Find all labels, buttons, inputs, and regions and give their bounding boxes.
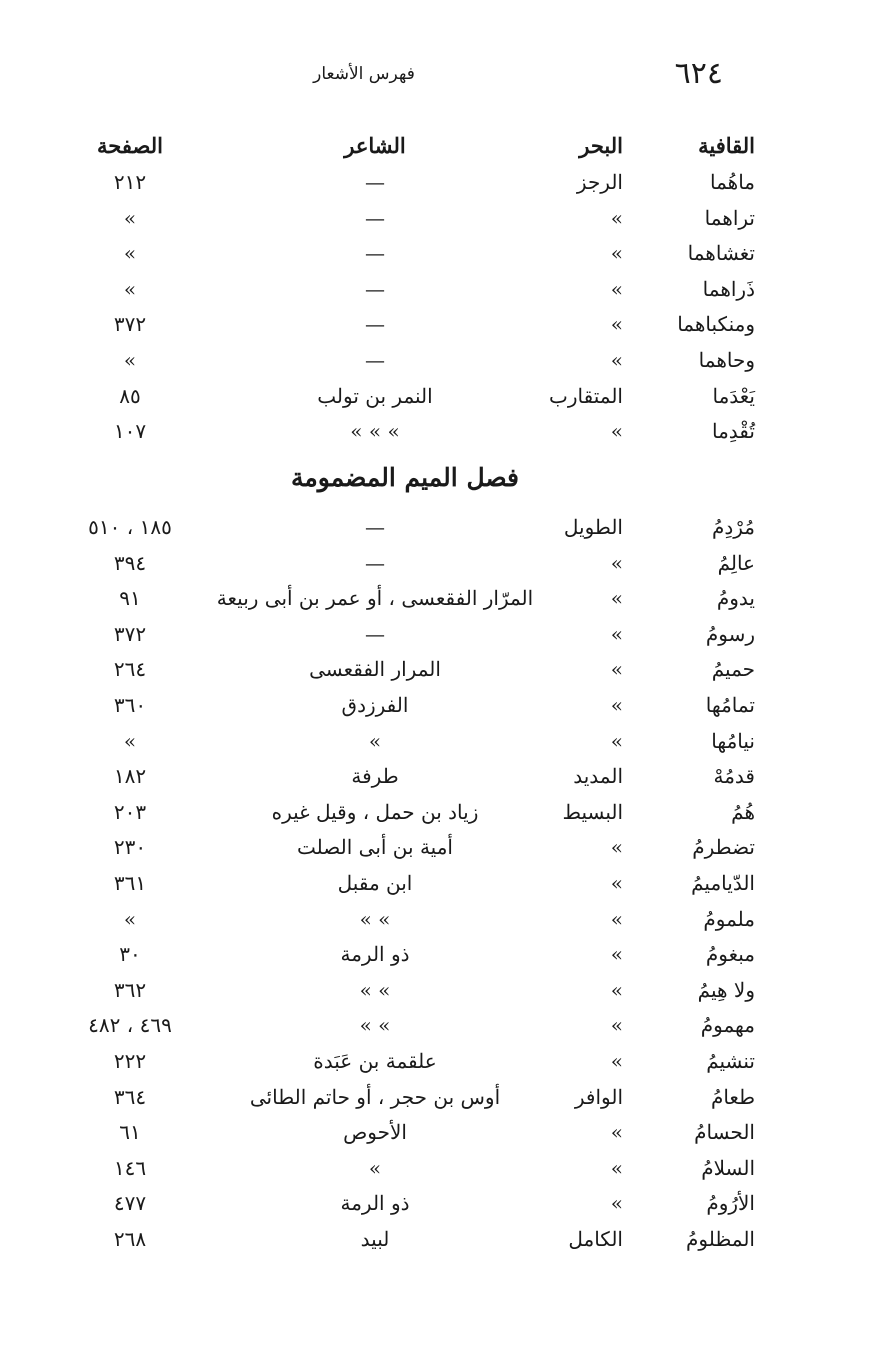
cell-page: ٣٠	[119, 942, 141, 967]
table-row	[0, 272, 873, 308]
header-row	[0, 128, 873, 164]
cell-page: ٩١	[119, 586, 141, 611]
cell-page: ٢٦٨	[113, 1226, 147, 1251]
cell-qafiya: رسومُ	[705, 621, 755, 646]
cell-bahr: »	[610, 977, 623, 1002]
cell-qafiya: ملمومُ	[703, 906, 755, 931]
cell-page: ٣٦٤	[113, 1084, 147, 1109]
cell-shaer: الأحوص	[343, 1120, 407, 1145]
cell-qafiya: نيامُها	[711, 728, 755, 753]
cell-page: »	[123, 906, 137, 931]
cell-page: ٣٧٢	[113, 621, 147, 646]
index-table-bottom	[0, 510, 873, 1257]
table-row	[0, 1115, 873, 1151]
cell-bahr: »	[610, 1155, 623, 1180]
cell-qafiya: تغشاهما	[687, 241, 755, 266]
running-head: فهرس الأشعار	[313, 64, 415, 84]
cell-bahr: »	[610, 657, 623, 682]
header-shaer: الشاعر	[344, 133, 406, 158]
table-row	[0, 581, 873, 617]
cell-page: ٢٦٤	[113, 657, 147, 682]
table-row	[0, 236, 873, 272]
cell-qafiya: وحاهما	[698, 347, 755, 372]
cell-bahr: »	[610, 942, 623, 967]
cell-page: ٨٥	[119, 383, 141, 408]
table-row	[0, 307, 873, 343]
header-page: الصفحة	[97, 133, 163, 158]
table-row	[0, 1222, 873, 1258]
cell-shaer: ذو الرمة	[340, 1191, 410, 1216]
cell-bahr: المديد	[573, 764, 623, 789]
cell-bahr: »	[610, 550, 623, 575]
cell-shaer: —	[365, 276, 385, 301]
cell-page: ٢١٢	[113, 170, 147, 194]
cell-shaer: أمية بن أبى الصلت	[297, 835, 453, 860]
cell-shaer: ذو الرمة	[340, 942, 410, 967]
page-number: ٦٢٤	[674, 56, 723, 91]
table-row	[0, 1186, 873, 1222]
table-row	[0, 1080, 873, 1116]
cell-page: ٣٦٢	[113, 977, 147, 1002]
cell-qafiya: تراهما	[704, 205, 755, 230]
cell-bahr: »	[610, 241, 623, 266]
cell-shaer: زياد بن حمل ، وقيل غيره	[271, 799, 479, 824]
table-row	[0, 688, 873, 724]
header-qafiya: القافية	[698, 133, 755, 158]
cell-page: »	[123, 276, 137, 301]
cell-shaer: »	[368, 728, 382, 753]
cell-qafiya: يَعْدَما	[712, 383, 755, 408]
cell-qafiya: السلامُ	[701, 1155, 755, 1180]
cell-page: »	[123, 347, 137, 372]
cell-bahr: »	[610, 312, 623, 337]
cell-bahr: الرجز	[576, 170, 623, 194]
cell-shaer: —	[365, 241, 385, 266]
cell-qafiya: مبغومُ	[705, 942, 755, 967]
cell-bahr: »	[610, 835, 623, 860]
cell-shaer: —	[365, 312, 385, 337]
column-headers	[0, 128, 873, 164]
table-row	[0, 1044, 873, 1080]
cell-shaer: النمر بن تولب	[317, 383, 433, 408]
cell-qafiya: مهمومُ	[700, 1013, 755, 1038]
cell-shaer: » » »	[350, 419, 400, 444]
cell-bahr: »	[610, 276, 623, 301]
cell-bahr: »	[610, 1013, 623, 1038]
cell-bahr: »	[610, 419, 623, 444]
cell-qafiya: مُرْدِمُ	[711, 515, 755, 539]
table-row	[0, 973, 873, 1009]
table-row	[0, 652, 873, 688]
cell-shaer: » »	[359, 1013, 391, 1038]
cell-qafiya: الدّياميمُ	[691, 870, 755, 895]
table-row	[0, 1151, 873, 1187]
cell-shaer: —	[365, 550, 385, 575]
cell-qafiya: تُقْدِما	[712, 419, 755, 444]
cell-shaer: » »	[359, 906, 391, 931]
cell-shaer: »	[368, 1155, 382, 1180]
cell-shaer: طرفة	[351, 764, 399, 789]
cell-page: ٤٧٧	[113, 1191, 147, 1216]
table-row	[0, 379, 873, 415]
cell-bahr: »	[610, 586, 623, 611]
cell-qafiya: يدومُ	[716, 586, 755, 611]
table-row	[0, 343, 873, 379]
table-row	[0, 1008, 873, 1044]
cell-page: ٢٢٢	[113, 1048, 147, 1073]
cell-page: ١٠٧	[113, 419, 147, 444]
cell-page: ٣٧٢	[113, 312, 147, 337]
cell-qafiya: عالِمُ	[717, 550, 755, 575]
cell-bahr: الكامل	[568, 1226, 623, 1251]
cell-bahr: »	[610, 1120, 623, 1145]
cell-shaer: ابن مقبل	[337, 870, 413, 895]
cell-bahr: الوافر	[574, 1084, 623, 1109]
cell-page: »	[123, 728, 137, 753]
cell-shaer: —	[365, 205, 385, 230]
cell-qafiya: حميمُ	[711, 657, 755, 682]
cell-bahr: الطويل	[563, 515, 623, 539]
index-table-top	[0, 165, 873, 450]
cell-qafiya: ومنكباهما	[677, 312, 755, 337]
cell-qafiya: تمامُها	[705, 692, 755, 717]
cell-qafiya: الحسامُ	[694, 1120, 755, 1145]
cell-shaer: —	[365, 621, 385, 646]
cell-shaer: المرار الفقعسى	[309, 657, 441, 682]
cell-shaer: —	[365, 347, 385, 372]
cell-shaer: —	[365, 170, 385, 194]
cell-page: »	[123, 205, 137, 230]
cell-bahr: »	[610, 1048, 623, 1073]
table-row	[0, 902, 873, 938]
table-row	[0, 830, 873, 866]
cell-page: ٣٦١	[113, 870, 147, 895]
cell-shaer: علقمة بن عَبَدة	[313, 1048, 437, 1073]
cell-qafiya: الأرُومُ	[706, 1191, 755, 1216]
cell-bahr: »	[610, 692, 623, 717]
cell-bahr: »	[610, 205, 623, 230]
cell-page: ٣٦٠	[113, 692, 147, 717]
cell-qafiya: المظلومُ	[686, 1226, 755, 1251]
table-row	[0, 724, 873, 760]
cell-qafiya: تضطرمُ	[692, 835, 755, 860]
table-row	[0, 546, 873, 582]
cell-qafiya: هُمُ	[731, 799, 755, 824]
cell-page: ٦١	[119, 1120, 141, 1145]
cell-bahr: »	[610, 621, 623, 646]
cell-page: ٣٩٤	[113, 550, 147, 575]
cell-page: ١٨٢	[113, 764, 147, 789]
cell-bahr: »	[610, 728, 623, 753]
cell-bahr: »	[610, 347, 623, 372]
cell-bahr: المتقارب	[549, 383, 623, 408]
cell-page: ٢٣٠	[113, 835, 147, 860]
cell-page: ١٤٦	[113, 1155, 147, 1180]
header-bahr: البحر	[579, 133, 623, 158]
cell-shaer: المرّار الفقعسى ، أو عمر بن أبى ربيعة	[216, 586, 534, 611]
cell-bahr: »	[610, 906, 623, 931]
cell-qafiya: ماهُما	[709, 170, 755, 194]
cell-shaer: —	[365, 515, 385, 539]
table-row	[0, 759, 873, 795]
cell-qafiya: ذَراهما	[702, 276, 755, 301]
cell-qafiya: قدمُهْ	[713, 764, 755, 789]
cell-shaer: » »	[359, 977, 391, 1002]
cell-page: »	[123, 241, 137, 266]
cell-shaer: أوس بن حجر ، أو حاتم الطائى	[249, 1084, 501, 1109]
table-row	[0, 510, 873, 546]
cell-bahr: البسيط	[562, 799, 623, 824]
cell-shaer: لبيد	[360, 1226, 390, 1251]
table-row	[0, 165, 873, 201]
table-row	[0, 866, 873, 902]
cell-page: ١٨٥ ، ٥١٠	[88, 515, 172, 539]
cell-bahr: »	[610, 1191, 623, 1216]
cell-page: ٢٠٣	[113, 799, 147, 824]
cell-qafiya: تنشيمُ	[706, 1048, 755, 1073]
cell-page: ٤٦٩ ، ٤٨٢	[88, 1013, 172, 1038]
cell-bahr: »	[610, 870, 623, 895]
cell-qafiya: ولا هِيمُ	[697, 977, 755, 1002]
table-row	[0, 201, 873, 237]
table-row	[0, 795, 873, 831]
table-row	[0, 414, 873, 450]
table-row	[0, 937, 873, 973]
section-title: فصل الميم المضمومة	[290, 463, 520, 492]
table-row	[0, 617, 873, 653]
cell-shaer: الفرزدق	[341, 692, 409, 717]
cell-qafiya: طعامُ	[710, 1084, 755, 1109]
